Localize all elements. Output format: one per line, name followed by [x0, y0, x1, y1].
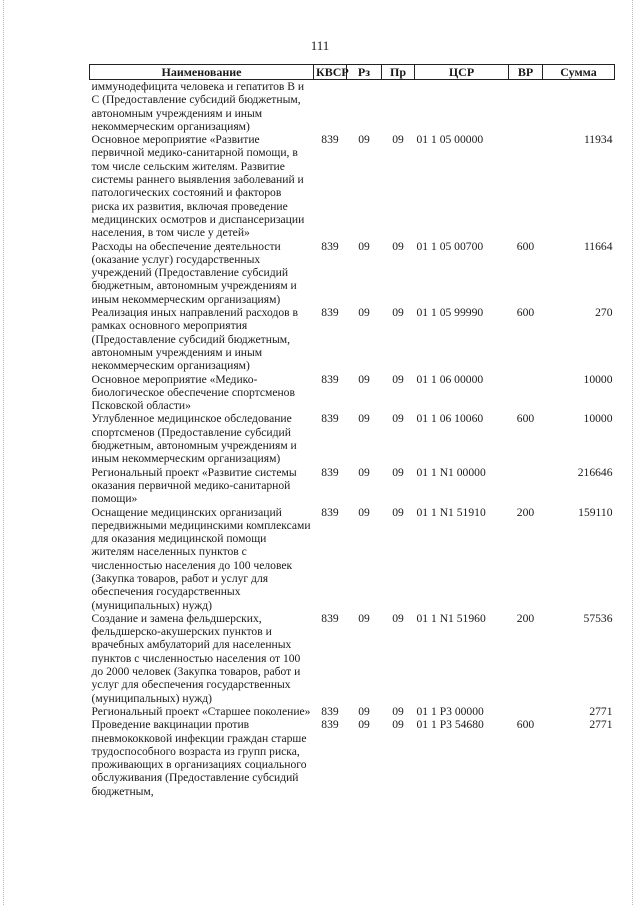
header-csr: ЦСР	[415, 65, 509, 80]
table-row	[90, 306, 615, 372]
cell-csr: 01 1 P3 54680	[416, 718, 484, 732]
page-number: 111	[310, 38, 330, 53]
table-row	[90, 240, 615, 306]
cell-pr: 09	[392, 306, 404, 320]
cell-name: Углубленное медицинское обследование спортсменов (Предоставление субсидий бюджетным, автономным учреждениям и иным некоммерческим организациям)	[91, 412, 297, 466]
cell-kvsr: 839	[321, 704, 339, 718]
cell-rz: 09	[358, 505, 370, 519]
cell-csr: 01 1 05 00000	[416, 133, 484, 147]
table-header-row	[90, 65, 615, 80]
cell-kvsr: 839	[321, 133, 339, 147]
cell-pr: 09	[392, 505, 404, 519]
cell-vr	[509, 80, 543, 134]
cell-name: Реализация иных направлений расходов в рамках основного мероприятия (Предоставление субсидий бюджетным, автономным учреждениям и иным некоммерческим организациям)	[91, 306, 298, 373]
cell-vr: 600	[516, 718, 535, 732]
cell-name: Региональный проект «Развитие системы оказания первичной медико-санитарной помощи»	[91, 465, 297, 506]
cell-kvsr: 839	[321, 505, 339, 519]
cell-pr: 09	[392, 372, 404, 386]
cell-rz: 09	[358, 133, 370, 147]
cell-csr: 01 1 05 99990	[416, 306, 484, 320]
table-row	[90, 373, 615, 413]
cell-name: Основное мероприятие «Медико-биологическое обеспечение спортсменов Псковской области»	[91, 372, 295, 413]
cell-csr: 01 1 05 00700	[416, 239, 484, 253]
cell-rz: 09	[358, 718, 370, 732]
cell-rz: 09	[358, 611, 370, 625]
cell-kvsr: 839	[321, 239, 339, 253]
cell-kvsr: 839	[321, 611, 339, 625]
header-kvsr: КВСР	[314, 65, 347, 80]
cell-vr: 200	[516, 505, 535, 519]
header-name: Наименование	[90, 65, 314, 80]
table-row	[90, 718, 615, 798]
cell-vr	[509, 705, 543, 718]
cell-sum: 57536	[583, 611, 613, 625]
cell-name: Региональный проект «Старшее поколение»	[91, 704, 311, 718]
table-row	[90, 705, 615, 718]
header-sum: Сумма	[543, 65, 615, 80]
cell-sum: 10000	[583, 412, 613, 426]
cell-pr	[382, 80, 415, 134]
cell-pr: 09	[392, 718, 404, 732]
table-row	[90, 80, 615, 134]
cell-name: Основное мероприятие «Развитие первичной медико-санитарной помощи, в том числе сельским жителям. Развитие системы раннего выявления заболеваний и патологических состояний и факторов риска их развития, включая проведение медицинских осмотров и диспансеризации населения, в том числе у детей»	[91, 133, 305, 240]
cell-pr: 09	[392, 133, 404, 147]
cell-pr: 09	[392, 704, 404, 718]
cell-sum: 11664	[583, 239, 613, 253]
cell-vr	[509, 466, 543, 506]
cell-csr: 01 1 N1 00000	[416, 465, 486, 479]
table-row	[90, 133, 615, 239]
cell-rz: 09	[358, 372, 370, 386]
cell-kvsr: 839	[321, 412, 339, 426]
cell-pr: 09	[392, 239, 404, 253]
cell-kvsr: 839	[321, 306, 339, 320]
cell-sum: 10000	[583, 372, 613, 386]
table-row	[90, 412, 615, 465]
budget-table	[89, 64, 615, 798]
cell-pr: 09	[392, 611, 404, 625]
cell-rz: 09	[358, 306, 370, 320]
cell-csr: 01 1 N1 51910	[416, 505, 486, 519]
cell-csr: 01 1 P3 00000	[416, 704, 484, 718]
table-row	[90, 506, 615, 612]
cell-vr: 200	[516, 611, 535, 625]
cell-vr	[509, 373, 543, 413]
cell-sum: 2771	[589, 704, 613, 718]
cell-csr: 01 1 06 00000	[416, 372, 484, 386]
cell-rz	[347, 80, 382, 134]
cell-sum: 11934	[583, 133, 613, 147]
cell-rz: 09	[358, 412, 370, 426]
cell-kvsr: 839	[321, 718, 339, 732]
cell-rz: 09	[358, 239, 370, 253]
cell-vr: 600	[516, 412, 535, 426]
cell-sum	[543, 80, 615, 134]
cell-name: Оснащение медицинских организаций передвижными медицинскими комплексами для оказания медицинской помощи жителям населенных пунктов с численностью населения до 100 человек (Закупка товаров, работ и услуг для обеспечения государственных (муниципальных) нужд)	[91, 505, 311, 612]
cell-sum: 270	[595, 306, 613, 320]
cell-name: Проведение вакцинации против пневмококковой инфекции граждан старше трудоспособного возраста из групп риска, проживающих в организациях социального обслуживания (Предоставление субсидий бюджетным,	[91, 718, 307, 798]
cell-sum: 159110	[578, 505, 613, 519]
cell-kvsr	[314, 80, 347, 134]
table-row	[90, 466, 615, 506]
scan-edge-right	[632, 0, 634, 905]
cell-sum: 216646	[577, 465, 613, 479]
cell-pr: 09	[392, 412, 404, 426]
table-row	[90, 612, 615, 705]
header-rz: Рз	[347, 65, 382, 80]
cell-pr: 09	[392, 465, 404, 479]
header-pr: Пр	[382, 65, 415, 80]
cell-kvsr: 839	[321, 465, 339, 479]
cell-csr: 01 1 N1 51960	[416, 611, 486, 625]
cell-kvsr: 839	[321, 372, 339, 386]
cell-rz: 09	[358, 704, 370, 718]
cell-csr	[415, 80, 509, 134]
cell-vr: 600	[516, 306, 535, 320]
cell-rz: 09	[358, 465, 370, 479]
cell-sum: 2771	[589, 718, 613, 732]
cell-vr	[509, 133, 543, 239]
cell-vr: 600	[516, 239, 535, 253]
cell-name: Расходы на обеспечение деятельности (оказание услуг) государственных учреждений (Предоставление субсидий бюджетным, автономным учреждениям и иным некоммерческим организациям)	[91, 239, 297, 306]
cell-csr: 01 1 06 10060	[416, 412, 484, 426]
scan-edge-left	[3, 0, 5, 905]
cell-name: Создание и замена фельдшерских, фельдшерско-акушерских пунктов и врачебных амбулаторий для населенных пунктов с численностью населения от 100 до 2000 человек (Закупка товаров, работ и услуг для обеспечения государственных (муниципальных) нужд)	[91, 611, 301, 705]
cell-name: иммунодефицита человека и гепатитов В и С (Предоставление субсидий бюджетным, автономным учреждениям и иным некоммерческим организациям)	[91, 80, 305, 133]
header-vr: ВР	[509, 65, 543, 80]
